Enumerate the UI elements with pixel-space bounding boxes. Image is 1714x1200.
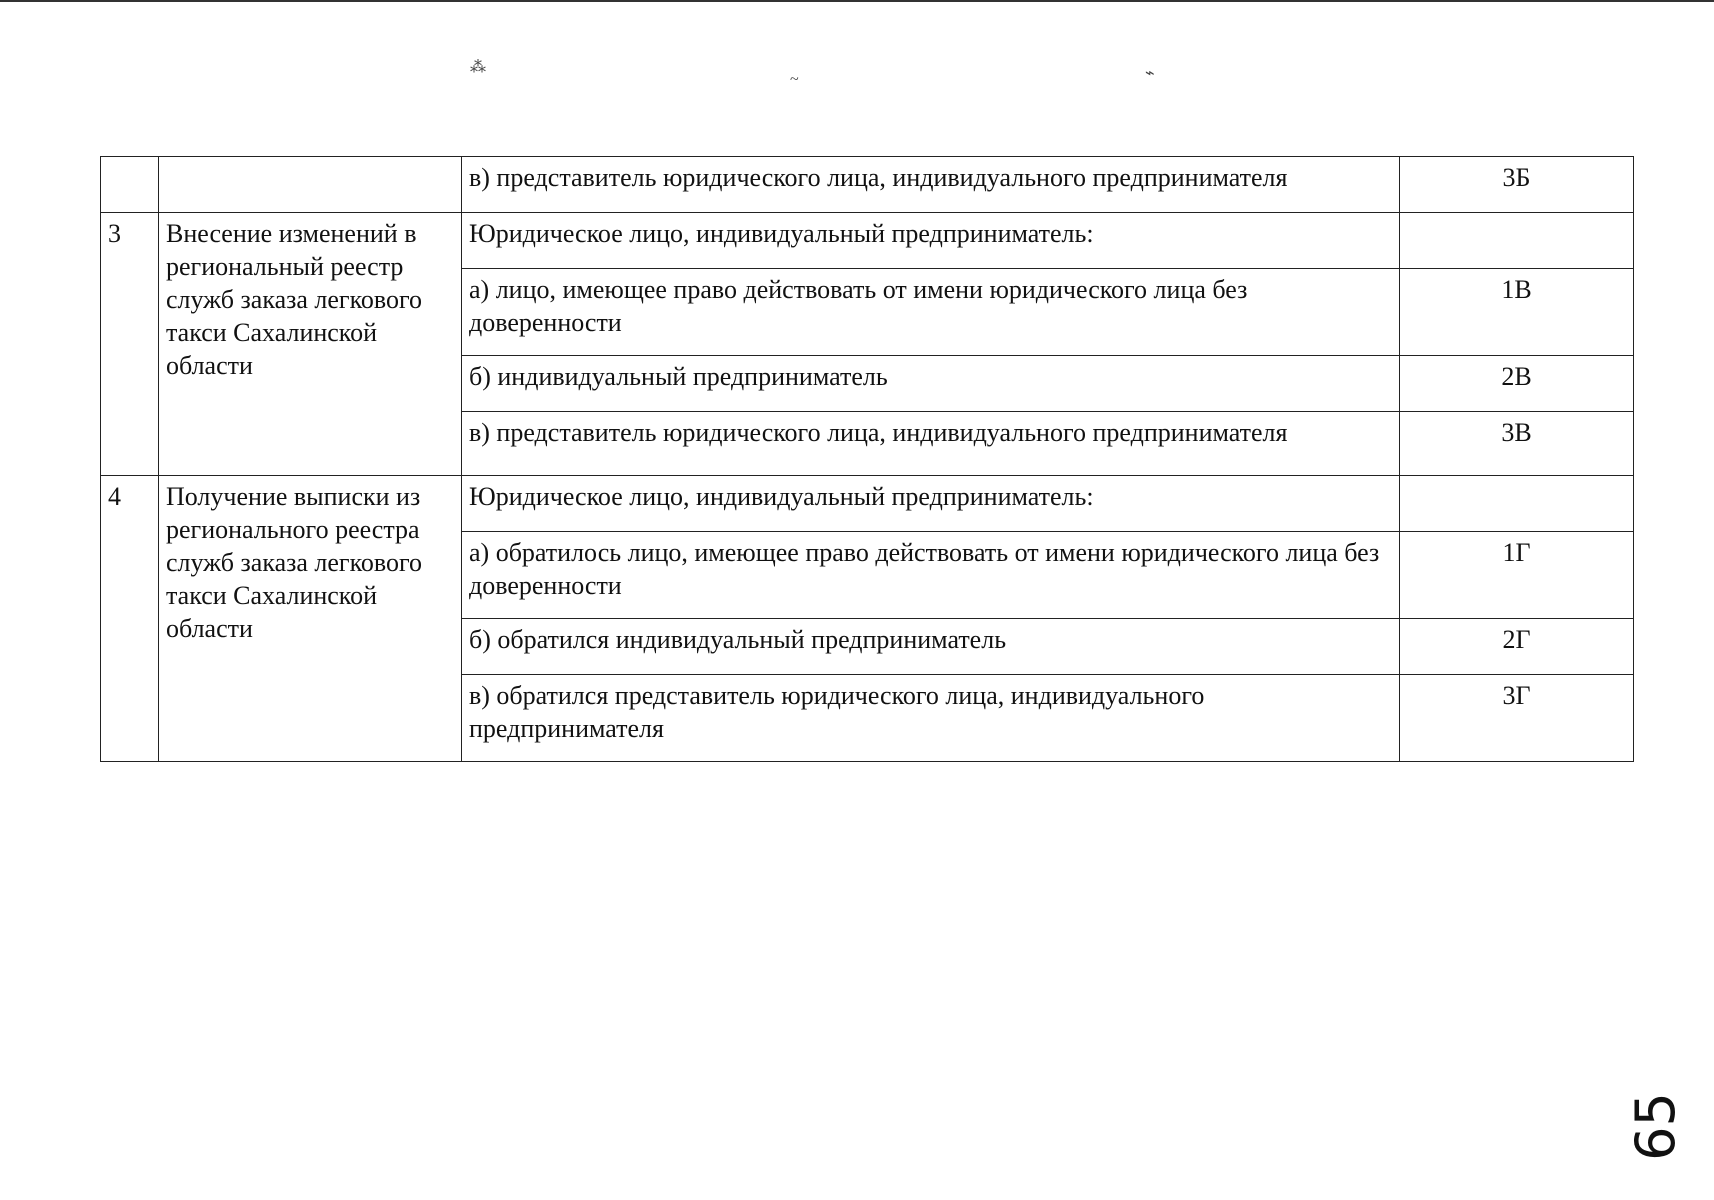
row-number: 3 bbox=[101, 213, 159, 476]
variant-code: 1В bbox=[1400, 269, 1634, 356]
table-row bbox=[101, 476, 1634, 532]
applicant-type: б) обратился индивидуальный предприниматель bbox=[462, 619, 1400, 675]
applicant-type: а) лицо, имеющее право действовать от имени юридического лица без доверенности bbox=[462, 269, 1400, 356]
applicant-type: в) представитель юридического лица, индивидуального предпринимателя bbox=[462, 412, 1400, 476]
variant-code: 2В bbox=[1400, 356, 1634, 412]
applicant-type: б) индивидуальный предприниматель bbox=[462, 356, 1400, 412]
service-name: Получение выписки из регионального реестра служб заказа легкового такси Сахалинской области bbox=[159, 476, 462, 762]
variant-code: 3В bbox=[1400, 412, 1634, 476]
applicant-type: в) представитель юридического лица, индивидуального предпринимателя bbox=[462, 157, 1400, 213]
service-name: Внесение изменений в региональный реестр служб заказа легкового такси Сахалинской области bbox=[159, 213, 462, 476]
handwritten-page-number: 65 bbox=[1624, 1092, 1688, 1161]
table-row bbox=[101, 157, 1634, 213]
variant-code bbox=[1400, 213, 1634, 269]
row-number bbox=[101, 157, 159, 213]
row-number: 4 bbox=[101, 476, 159, 762]
variant-code: 3Г bbox=[1400, 675, 1634, 762]
variant-code: 2Г bbox=[1400, 619, 1634, 675]
service-name bbox=[159, 157, 462, 213]
variant-code: 3Б bbox=[1400, 157, 1634, 213]
applicant-type: в) обратился представитель юридического лица, индивидуального предпринимателя bbox=[462, 675, 1400, 762]
scan-speck: ~ bbox=[790, 71, 799, 88]
applicant-type: а) обратилось лицо, имеющее право действовать от имени юридического лица без доверенности bbox=[462, 532, 1400, 619]
applicant-type: Юридическое лицо, индивидуальный предприниматель: bbox=[462, 213, 1400, 269]
scan-speck: ⁂ bbox=[470, 59, 486, 76]
scan-edge-line bbox=[0, 0, 1714, 2]
services-table bbox=[100, 156, 1634, 762]
applicant-type: Юридическое лицо, индивидуальный предприниматель: bbox=[462, 476, 1400, 532]
table-row bbox=[101, 213, 1634, 269]
variant-code: 1Г bbox=[1400, 532, 1634, 619]
scan-speck: ⌁ bbox=[1145, 65, 1155, 82]
variant-code bbox=[1400, 476, 1634, 532]
